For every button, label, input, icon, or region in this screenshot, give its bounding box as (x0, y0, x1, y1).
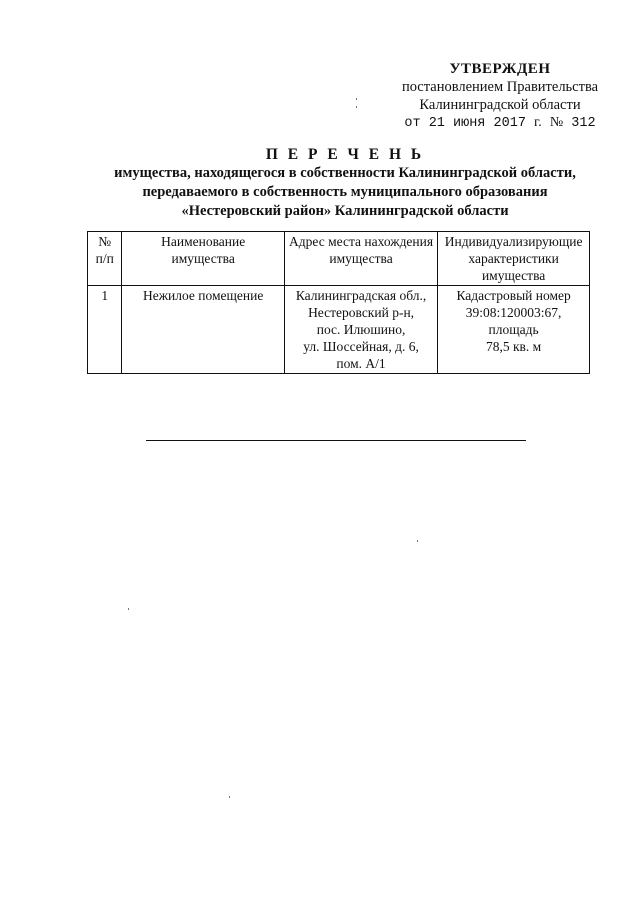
cell-address (284, 286, 437, 374)
scan-speck (229, 796, 230, 798)
heading-line-1: имущества, находящегося в собственности Калининградской области, (114, 165, 576, 181)
address-line-4: ул. Шоссейная, д. 6, (303, 339, 419, 354)
header-no (88, 232, 122, 286)
cell-name: Нежилое помещение (122, 286, 284, 374)
header-name-line-2: имущества (171, 251, 235, 266)
characteristics-line-4: 78,5 кв. м (485, 339, 542, 354)
header-name (122, 232, 284, 286)
approval-number: 312 (571, 116, 596, 131)
approval-year-suffix: г. (534, 115, 542, 130)
address-line-1: Калининградская обл., (295, 288, 427, 303)
header-no-line-2: п/п (95, 251, 114, 266)
approval-date-line (380, 114, 620, 133)
address-line-2: Нестеровский р-н, (308, 305, 415, 320)
characteristics-line-2: 39:08:120003:67, (465, 305, 562, 320)
scan-speck (417, 540, 418, 542)
approval-line-2: Калининградской области (419, 97, 581, 113)
scan-speck (128, 608, 129, 610)
scan-speck (356, 106, 357, 108)
cell-characteristics (438, 286, 590, 374)
property-table (87, 231, 590, 374)
approval-date-prefix: от (404, 116, 421, 131)
characteristics-line-1: Кадастровый номер (456, 288, 571, 303)
heading-line-2: передаваемого в собственность муниципального образования (142, 184, 548, 200)
closing-rule (146, 440, 526, 441)
scan-speck (356, 98, 357, 100)
approval-line-1: постановлением Правительства (401, 79, 599, 95)
cell-no: 1 (88, 286, 122, 374)
header-characteristics-line-3: имущества (481, 268, 546, 283)
table-row (88, 286, 590, 374)
address-line-3: пос. Илюшино, (316, 322, 406, 337)
header-characteristics-line-2: характеристики (468, 251, 559, 266)
header-address-line-1: Адрес места нахождения (289, 234, 434, 249)
header-address (284, 232, 437, 286)
approval-number-sign: № (549, 115, 564, 130)
approval-date: 21 июня 2017 (428, 116, 526, 131)
table-header-row (88, 232, 590, 286)
header-name-line-1: Наименование (161, 234, 246, 249)
header-characteristics-line-1: Индивидуализирующие (444, 234, 583, 249)
header-address-line-2: имущества (329, 251, 393, 266)
heading-line-3: «Нестеровский район» Калининградской области (181, 203, 509, 219)
approval-stamp (380, 60, 620, 133)
characteristics-line-3: площадь (488, 322, 539, 337)
heading-title: П Е Р Е Ч Е Н Ь (265, 146, 425, 163)
header-characteristics (438, 232, 590, 286)
header-no-line-1: № (98, 234, 112, 249)
approval-title: УТВЕРЖДЕН (449, 61, 551, 77)
document-heading (90, 145, 600, 221)
address-line-5: пом. А/1 (336, 356, 386, 371)
